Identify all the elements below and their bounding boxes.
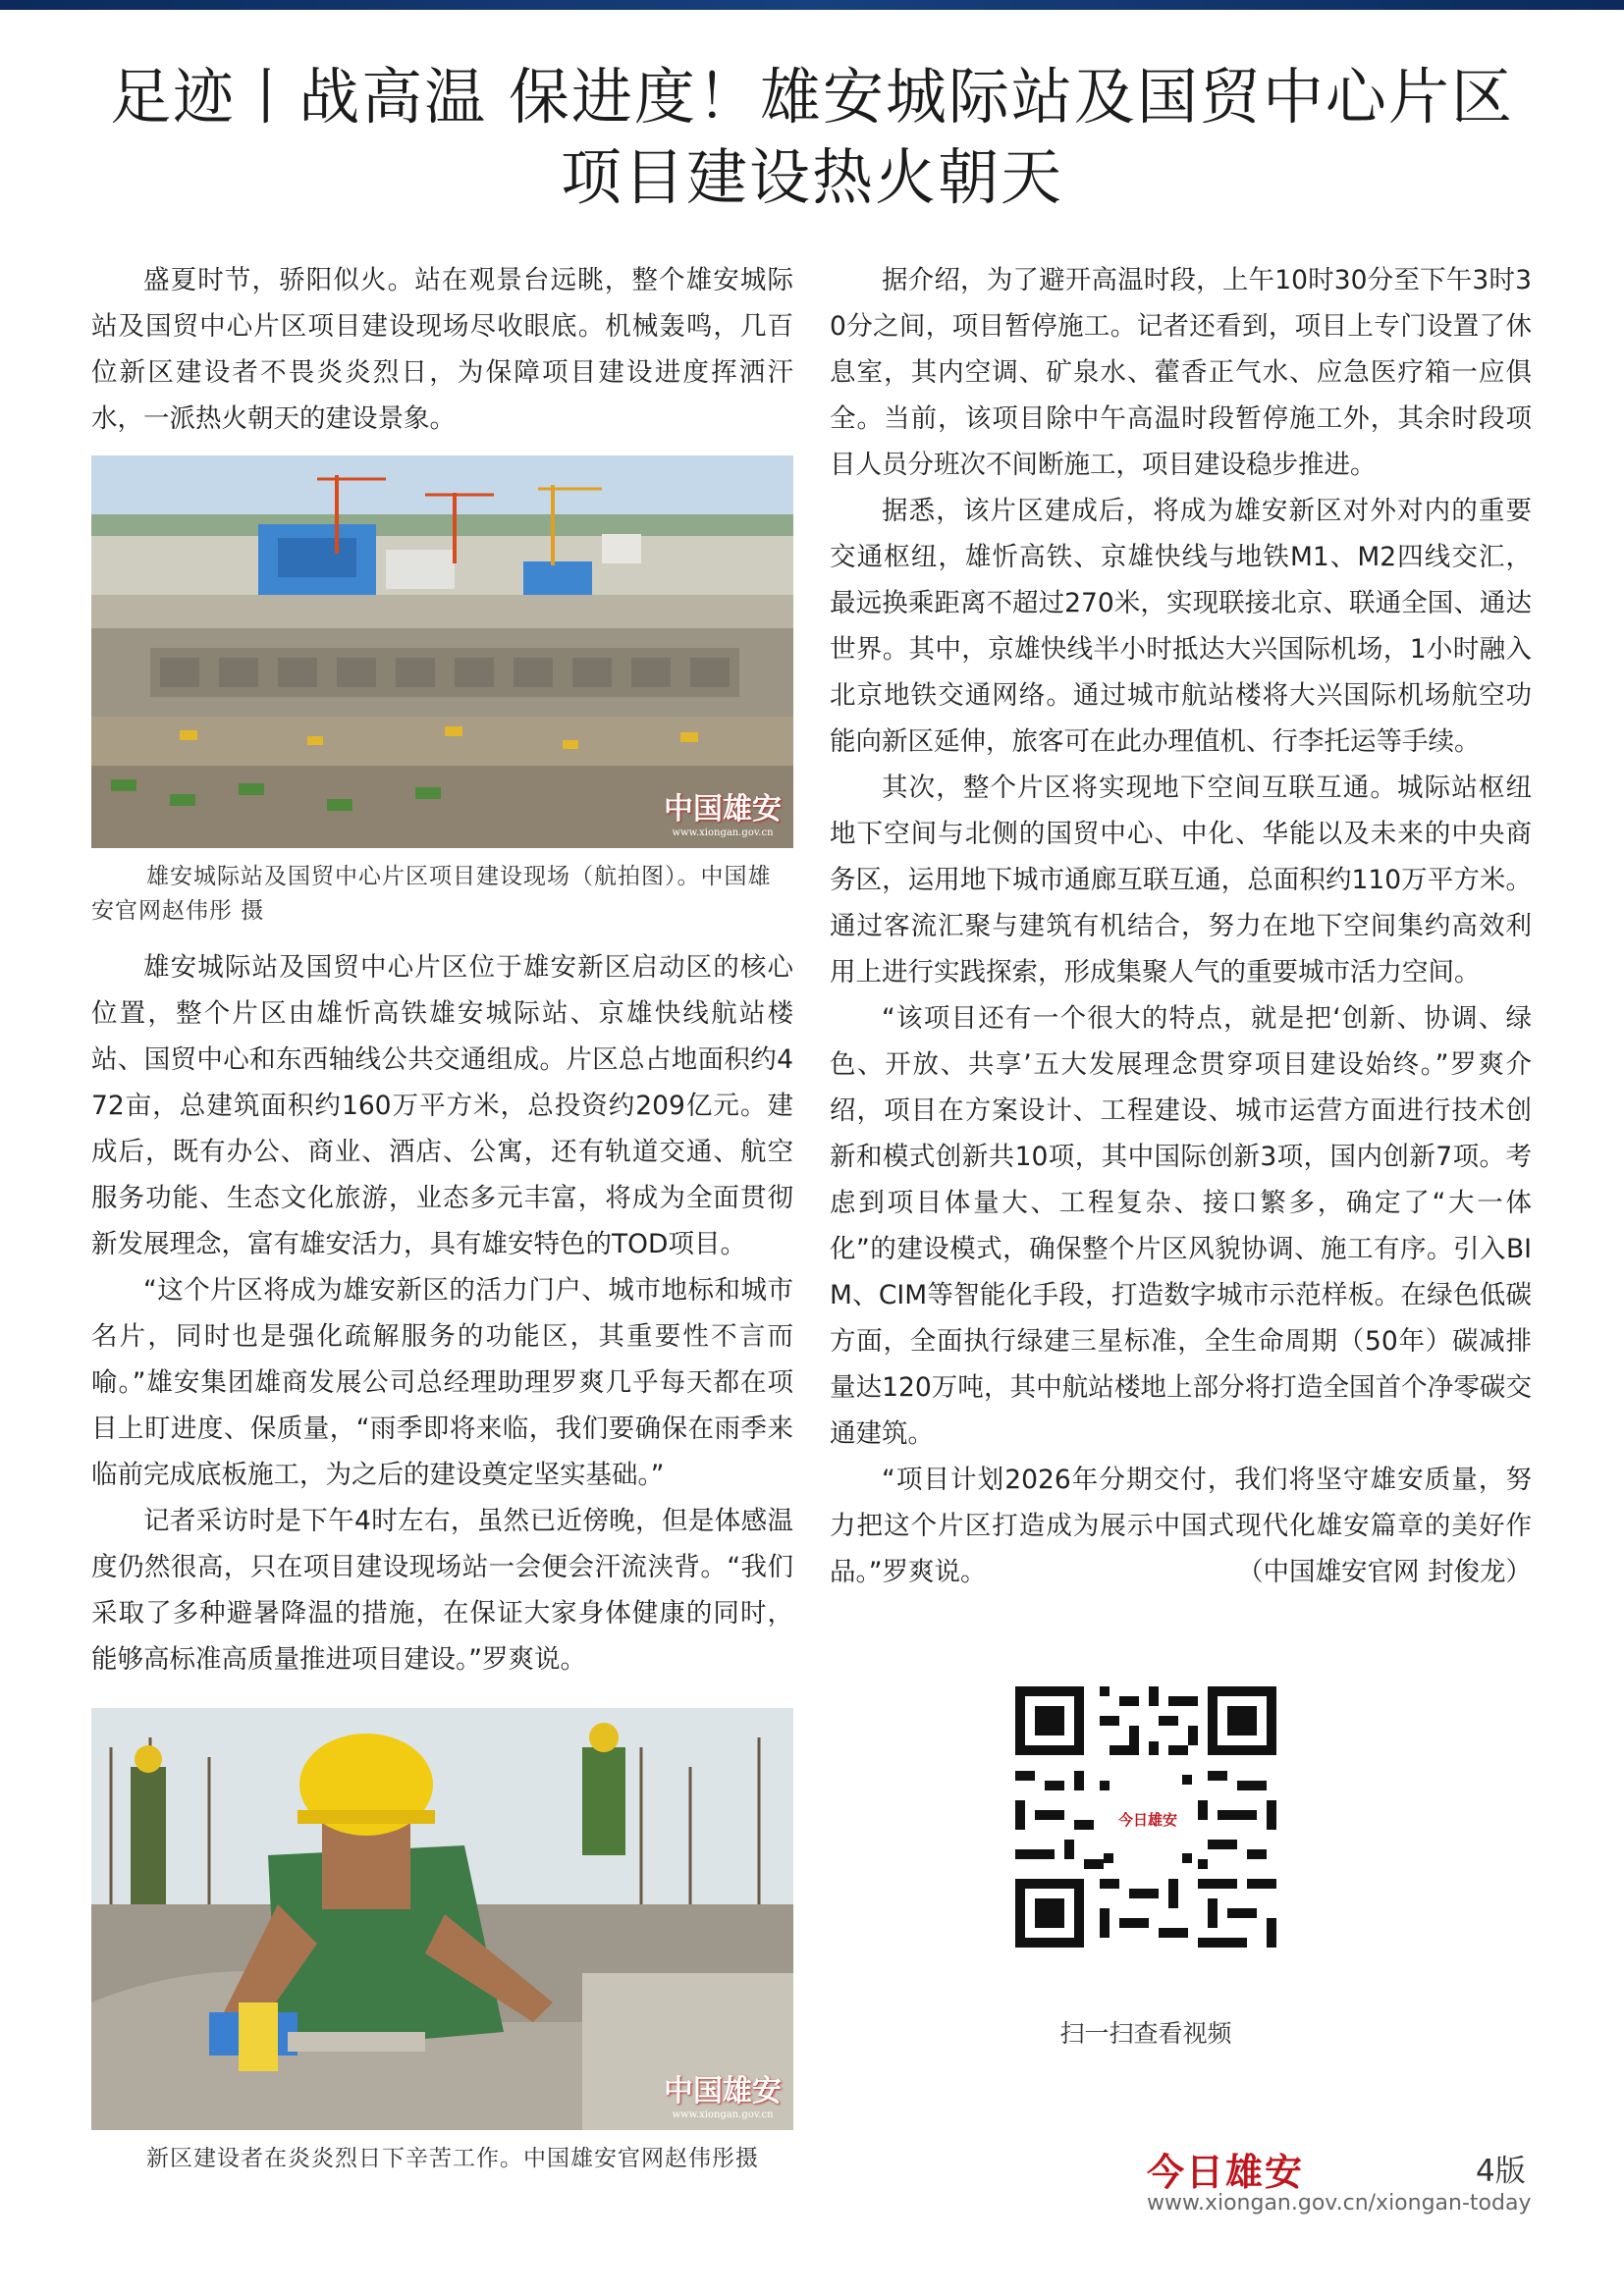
photo-watermark: 中国雄安 www.xiongan.gov.cn — [664, 2074, 782, 2120]
video-qr-code[interactable] — [1015, 1686, 1276, 1948]
paragraph-quote-luo: “这个片区将成为雄安新区的活力门户、城市地标和城市名片，同时也是强化疏解服务的功能区，其重要性不言而喻。”雄安集团雄商发展公司总经理助理罗爽几乎每天都在项目上盯进度、保质量，“雨季即将来临，我们要确保在雨季来临前完成底板施工，为之后的建设奠定坚实基础。” — [91, 1275, 793, 1490]
paragraph-innovation: “该项目还有一个很大的特点，就是把‘创新、协调、绿色、开放、共享’五大发展理念贯穿项目建设始终。”罗爽介绍，项目在方案设计、工程建设、城市运营方面进行技术创新和模式创新共10项，其中国际创新3项，国内创新7项。考虑到项目体量大、工程复杂、接口繁多，确定了“大一体化”的建设模式，确保整个片区风貌协调、施工有序。引入BIM、CIM等智能化手段，打造数字城市示范样板。在绿色低碳方面，全面执行绿建三星标准，全生命周期（50年）碳减排量达120万吨，其中航站楼地上部分将打造全国首个净零碳交通建筑。 — [830, 1003, 1532, 1449]
worker-photo — [91, 1708, 793, 2130]
article-title-line-2: 项目建设热火朝天 — [560, 141, 1063, 213]
photo-caption-worker: 新区建设者在炎炎烈日下辛苦工作。中国雄安官网赵伟彤摄 — [146, 2146, 759, 2171]
right-column — [830, 257, 1532, 1595]
article-title-line-1: 足迹丨战高温 保进度！雄安城际站及国贸中心片区 — [110, 61, 1514, 133]
paragraph-heat-measures: 据介绍，为了避开高温时段，上午10时30分至下午3时30分之间，项目暂停施工。记者还看到，项目上专门设置了休息室，其内空调、矿泉水、藿香正气水、应急医疗箱一应俱全。当前，该项目除中午高温时段暂停施工外，其余时段项目人员分班次不间断施工，项目建设稳步推进。 — [830, 265, 1532, 480]
article-title — [59, 57, 1565, 218]
footer-brand-logo: 今日雄安 — [1147, 2150, 1305, 2194]
footer-url[interactable]: www.xiongan.gov.cn/xiongan-today — [1147, 2191, 1532, 2216]
qr-center-logo: 今日雄安 — [1116, 1792, 1179, 1845]
photo-watermark: 中国雄安 www.xiongan.gov.cn — [664, 792, 782, 838]
paragraph-interview: 记者采访时是下午4时左右，虽然已近傍晚，但是体感温度仍然很高，只在项目建设现场站一会便会汗流浃背。“我们采取了多种避暑降温的措施，在保证大家身体健康的同时，能够高标准高质量推进项目建设。”罗爽说。 — [91, 1506, 793, 1675]
closing-text: “项目计划2026年分期交付，我们将坚守雄安质量，努力把这个片区打造成为展示中国式现代化雄安篇章的美好作品。”罗爽说。 — [830, 1465, 1532, 1587]
paragraph-transport-hub: 据悉，该片区建成后，将成为雄安新区对外对内的重要交通枢纽，雄忻高铁、京雄快线与地铁M1、M2四线交汇，最远换乘距离不超过270米，实现联接北京、联通全国、通达世界。其中，京雄快线半小时抵达大兴国际机场，1小时融入北京地铁交通网络。通过城市航站楼将大兴国际机场航空功能向新区延伸，旅客可在此办理值机、行李托运等手续。 — [830, 496, 1532, 757]
photo-caption-aerial: 雄安城际站及国贸中心片区项目建设现场（航拍图）。中国雄安官网赵伟彤 摄 — [91, 864, 772, 924]
paragraph-intro: 盛夏时节，骄阳似火。站在观景台远眺，整个雄安城际站及国贸中心片区项目建设现场尽收眼底。机械轰鸣，几百位新区建设者不畏炎炎烈日，为保障项目建设进度挥洒汗水，一派热火朝天的建设景象。 — [91, 265, 793, 434]
paragraph-underground-space: 其次，整个片区将实现地下空间互联互通。城际站枢纽地下空间与北侧的国贸中心、中化、华能以及未来的中央商务区，运用地下城市通廊互联互通，总面积约110万平方米。通过客流汇聚与建筑有机结合，努力在地下空间集约高效利用上进行实践探索，形成集聚人气的重要城市活力空间。 — [830, 773, 1532, 988]
top-banner-bar — [0, 0, 1624, 10]
page-number: 4版 — [1476, 2154, 1526, 2189]
article-author: （中国雄安官网 封俊龙） — [1237, 1557, 1532, 1587]
left-column — [91, 257, 793, 2192]
paragraph-project-overview: 雄安城际站及国贸中心片区位于雄安新区启动区的核心位置，整个片区由雄忻高铁雄安城际站、京雄快线航站楼站、国贸中心和东西轴线公共交通组成。片区总占地面积约472亩，总建筑面积约160万平方米，总投资约209亿元。建成后，既有办公、商业、酒店、公寓，还有轨道交通、航空服务功能、生态文化旅游，业态多元丰富，将成为全面贯彻新发展理念，富有雄安活力，具有雄安特色的TOD项目。 — [91, 952, 793, 1259]
paragraph-closing — [830, 1457, 1532, 1595]
qr-caption: 扫一扫查看视频 — [1059, 2019, 1232, 2048]
aerial-construction-photo — [91, 455, 793, 848]
